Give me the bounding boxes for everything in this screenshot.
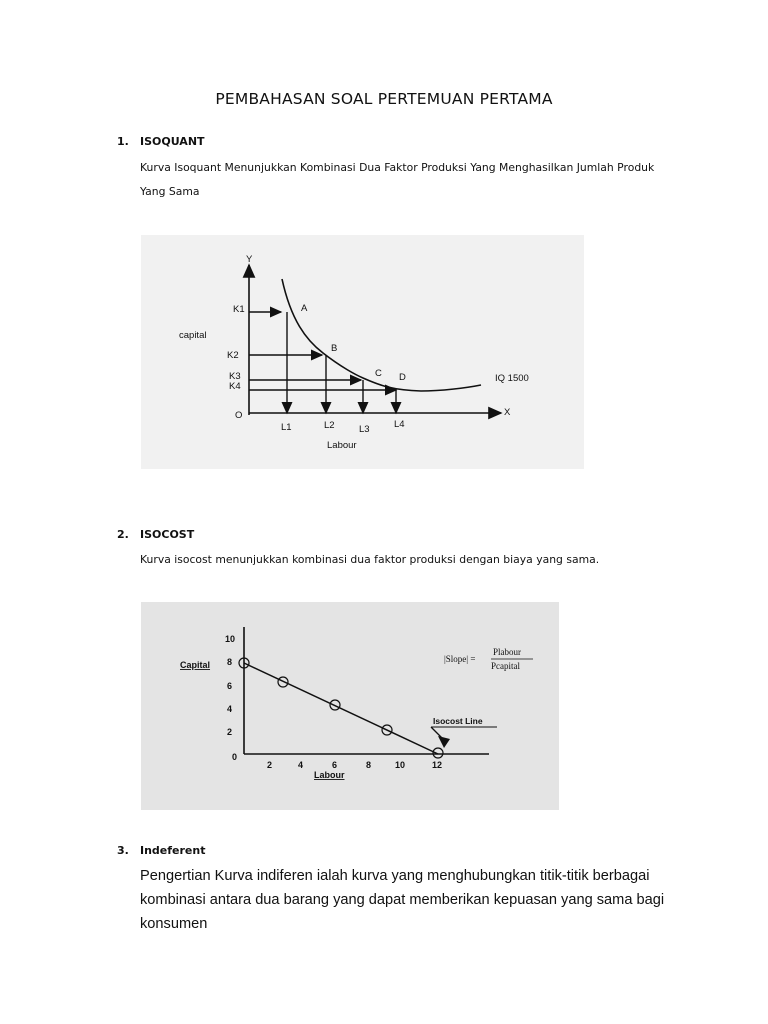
capital-label: Capital <box>180 660 211 670</box>
section-title-indeferent: Indeferent <box>140 844 206 857</box>
section-text-isocost: Kurva isocost menunjukkan kombinasi dua faktor produksi dengan biaya yang sama. <box>140 553 600 566</box>
isocost-figure <box>141 602 559 810</box>
isocost-diagram <box>141 602 559 810</box>
point-b-label: B <box>331 343 338 354</box>
y-tick-10: 10 <box>225 634 236 644</box>
k3-label: K3 <box>229 371 241 382</box>
x-axis-label: X <box>504 407 511 418</box>
k2-label: K2 <box>227 350 239 361</box>
x-tick-4: 4 <box>298 760 304 770</box>
section-text-indeferent: Pengertian Kurva indiferen ialah kurva yang menghubungkan titik-titik berbagai kombinasi antara dua barang yang dapat memberikan kepuasan yang sama bagi konsumen <box>140 868 665 932</box>
x-tick-6: 6 <box>332 760 338 770</box>
x-tick-12: 12 <box>432 760 443 770</box>
y-tick-4: 4 <box>227 704 233 714</box>
section-title-isoquant: ISOQUANT <box>140 135 205 148</box>
k4-label: K4 <box>229 381 241 392</box>
l3-label: L3 <box>359 424 370 435</box>
y-tick-0: 0 <box>232 752 238 762</box>
origin-label: O <box>235 410 243 421</box>
y-axis-label: Y <box>246 254 253 265</box>
section-number-1: 1. <box>117 135 129 148</box>
isocost-arrowhead <box>438 736 450 748</box>
y-tick-8: 8 <box>227 657 233 667</box>
y-tick-2: 2 <box>227 727 233 737</box>
l1-label: L1 <box>281 422 292 433</box>
section-number-3: 3. <box>117 844 129 857</box>
section-text-isoquant: Kurva Isoquant Menunjukkan Kombinasi Dua Faktor Produksi Yang Menghasilkan Jumlah Produk Yang Sama <box>140 161 655 198</box>
slope-formula-left: |Slope| = <box>444 654 476 664</box>
point-c-label: C <box>375 368 382 379</box>
isoquant-figure <box>141 235 584 469</box>
isoquant-diagram <box>141 235 584 469</box>
k1-label: K1 <box>233 304 245 315</box>
curve-label: IQ 1500 <box>495 373 529 384</box>
l2-label: L2 <box>324 420 335 431</box>
x-tick-8: 8 <box>366 760 372 770</box>
labour-label: Labour <box>327 440 357 451</box>
x-tick-10: 10 <box>395 760 406 770</box>
point-d-label: D <box>399 372 406 383</box>
slope-formula-denominator: Pcapital <box>491 661 520 671</box>
l4-label: L4 <box>394 419 405 430</box>
labour-label: Labour <box>314 770 345 780</box>
isocost-line <box>244 663 438 754</box>
section-title-isocost: ISOCOST <box>140 528 195 541</box>
page-title: PEMBAHASAN SOAL PERTEMUAN PERTAMA <box>215 90 553 108</box>
x-tick-2: 2 <box>267 760 273 770</box>
section-number-2: 2. <box>117 528 129 541</box>
slope-formula-numerator: Plabour <box>493 647 521 657</box>
isocost-line-label: Isocost Line <box>433 716 483 726</box>
y-tick-6: 6 <box>227 681 233 691</box>
point-a-label: A <box>301 303 308 314</box>
capital-label: capital <box>179 330 207 341</box>
